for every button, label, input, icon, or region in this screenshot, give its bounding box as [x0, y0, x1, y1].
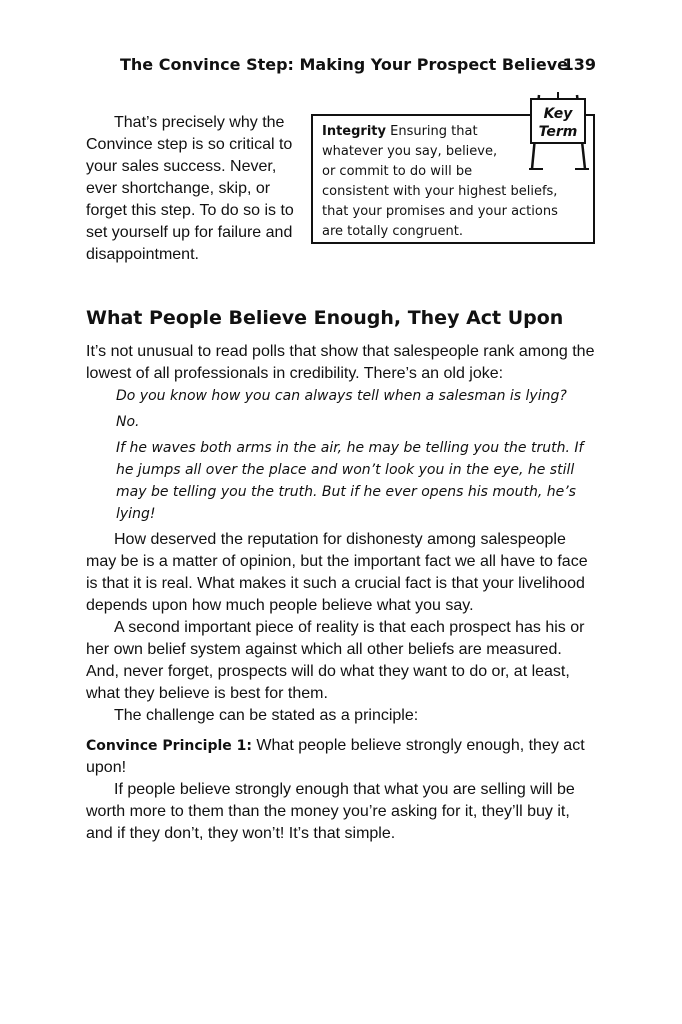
section-heading: What People Believe Enough, They Act Upon: [86, 307, 564, 329]
page-number: 139: [562, 55, 596, 74]
definition-line-3: or commit to do will be: [322, 164, 473, 179]
definition-line-2: whatever you say, believe,: [322, 144, 498, 159]
paragraph-5: If people believe strongly enough that what you are selling will be worth more to them than the money you’re asking for it, they’ll buy it, and if they don’t, they won’t! It’s that simple.: [86, 781, 575, 842]
section-body: [86, 341, 598, 845]
sidebar-top-text: [322, 122, 522, 182]
paragraph-3: A second important piece of reality is that each prospect has his or her own belief system against which all other beliefs are measured. And, never forget, prospects will do what they want to do or, at least, what they believe is best for them.: [86, 619, 585, 702]
intro-column: [86, 112, 304, 266]
paragraph-1: It’s not unusual to read polls that show that salespeople rank among the lowest of all professionals in credibility. There’s an old joke:: [86, 343, 595, 382]
definition-line-4: consistent with your highest beliefs,: [322, 184, 558, 199]
key-term-icon-line1: Key: [543, 106, 573, 122]
joke-question: Do you know how you can always tell when a salesman is lying?: [116, 388, 567, 404]
paragraph-2: How deserved the reputation for dishonesty among salespeople may be is a matter of opinion, but the important fact we all have to face is that it is real. What makes it such a crucial fact is that your livelihood depends upon how much people believe what you say.: [86, 531, 588, 614]
key-term-sidebar: [311, 106, 595, 244]
running-header: [120, 53, 600, 77]
definition-line-6: are totally congruent.: [322, 224, 463, 239]
joke-punchline: If he waves both arms in the air, he may be telling you the truth. If he jumps all over the place and won’t look you in the eye, he still may be telling you the truth. But if he ever opens his mouth, he’s lying!: [116, 440, 584, 522]
intro-paragraph: That’s precisely why the Convince step is so critical to your sales success. Never, ever shortchange, skip, or forget this step. To do so is to set yourself up for failure and disappointment.: [86, 114, 294, 263]
paragraph-4: The challenge can be stated as a principle:: [114, 707, 419, 724]
joke-answer-no: No.: [116, 414, 140, 430]
definition-line-5: that your promises and your actions: [322, 204, 558, 219]
key-term: Integrity: [322, 124, 386, 139]
key-term-icon-line2: Term: [538, 124, 578, 140]
definition-line-1: Ensuring that: [390, 124, 478, 139]
key-term-sign-icon: [521, 89, 595, 173]
running-title: The Convince Step: Making Your Prospect Believe: [120, 55, 569, 74]
convince-principle: [86, 735, 598, 779]
principle-label: Convince Principle 1:: [86, 738, 252, 754]
principle-text: What people believe strongly enough, they act upon!: [86, 737, 585, 776]
